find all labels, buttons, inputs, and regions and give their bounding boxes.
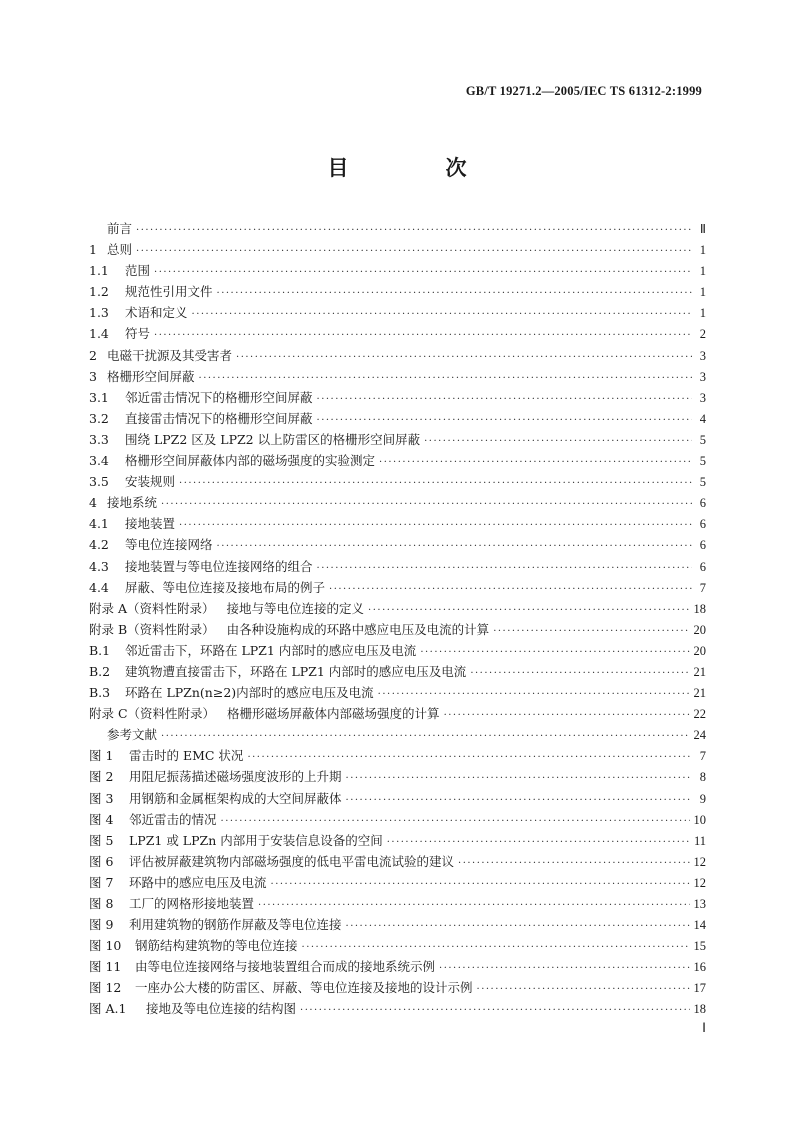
toc-entry[interactable]: [89, 662, 706, 683]
dot-leader: [368, 605, 689, 616]
toc-entry-number: B.3: [89, 685, 111, 701]
toc-entry-label: 总则: [107, 242, 133, 258]
toc-entry-label: 符号: [125, 326, 151, 342]
toc-entry-page: 3: [699, 390, 706, 405]
toc-entry-number: 图 8: [89, 896, 114, 911]
toc-entry[interactable]: [89, 936, 706, 957]
toc-entry[interactable]: [89, 409, 706, 430]
toc-entry-page: 2: [699, 327, 706, 342]
toc-entry[interactable]: [89, 388, 706, 409]
toc-entry-page: 3: [699, 348, 706, 363]
toc-entry-label: 用钢筋和金属框架构成的大空间屏蔽体: [129, 790, 342, 806]
toc-entry-number: 3.2: [89, 410, 109, 426]
toc-entry-label: 电磁干扰源及其受害者: [107, 347, 233, 363]
dot-leader: [136, 225, 692, 236]
dot-leader: [179, 478, 692, 489]
dot-leader: [300, 1005, 689, 1016]
toc-entry-page: 8: [699, 770, 706, 785]
toc-entry[interactable]: [89, 746, 706, 767]
dot-leader: [154, 330, 692, 341]
toc-entry-page: Ⅱ: [699, 222, 706, 236]
toc-entry-label: 邻近雷击情况下的格栅形空间屏蔽: [125, 389, 313, 405]
toc-entry-label: 参考文献: [107, 727, 158, 743]
dot-leader: [420, 647, 689, 658]
toc-entry-label: 接地装置: [125, 516, 176, 532]
dot-leader: [346, 795, 692, 806]
dot-leader: [458, 858, 689, 869]
toc-entry[interactable]: [89, 261, 706, 282]
toc-entry[interactable]: [89, 514, 706, 535]
toc-entry-number: 2: [89, 347, 97, 363]
dot-leader: [302, 942, 690, 953]
toc-entry-number: 图 11: [89, 959, 122, 975]
toc-entry-number: 图 4: [89, 811, 114, 827]
toc-entry-label: 直接雷击情况下的格栅形空间屏蔽: [125, 410, 313, 426]
dot-leader: [192, 309, 692, 320]
dot-leader: [493, 626, 689, 637]
toc-entry-page: 20: [693, 622, 706, 637]
toc-entry-page: 11: [693, 833, 706, 848]
toc-entry-number: 1.1: [89, 263, 109, 279]
toc-entry[interactable]: [89, 641, 706, 662]
dot-leader: [317, 415, 692, 426]
toc-entry-number: 1.3: [89, 305, 109, 321]
toc-entry-page: 14: [693, 918, 706, 933]
toc-entry-page: 1: [699, 285, 706, 300]
toc-entry-page: 10: [693, 812, 706, 827]
dot-leader: [271, 879, 690, 890]
dot-leader: [136, 246, 692, 257]
toc-entry-label: 术语和定义: [125, 305, 188, 321]
toc-entry-number: 图 3: [89, 790, 114, 806]
toc-entry-label: LPZ1 或 LPZn 内部用于安装信息设备的空间: [129, 832, 383, 848]
dot-leader: [179, 520, 692, 531]
toc-entry-label: 围绕 LPZ2 区及 LPZ2 以上防雷区的格栅形空间屏蔽: [125, 431, 421, 447]
toc-entry-number: 图 1: [89, 748, 114, 764]
toc-entry-page: 18: [693, 1002, 706, 1017]
toc-entry[interactable]: [89, 430, 706, 451]
toc-entry-label: 建筑物遭直接雷击下，环路在 LPZ1 内部时的感应电压及电流: [125, 663, 467, 679]
toc-entry-page: 3: [699, 369, 706, 384]
dot-leader: [329, 584, 692, 595]
toc-entry[interactable]: [89, 303, 706, 324]
toc-entry-label: 安装规则: [125, 474, 176, 490]
toc-entry-number: 图 12: [89, 980, 122, 996]
toc-entry-page: 5: [699, 432, 706, 447]
dot-leader: [199, 373, 692, 384]
toc-entry[interactable]: [89, 915, 706, 936]
toc-entry-label: 屏蔽、等电位连接及接地布局的例子: [125, 579, 326, 595]
toc-entry-number: 图 9: [89, 917, 114, 933]
toc-entry[interactable]: [89, 810, 706, 831]
toc-entry-page: 9: [699, 791, 706, 806]
toc-entry[interactable]: [89, 789, 706, 810]
toc-entry[interactable]: [89, 894, 706, 915]
toc-entry-page: 15: [693, 939, 706, 954]
toc-entry-label: 格栅形空间屏蔽: [107, 368, 195, 384]
page-title: 目 次: [327, 155, 505, 180]
toc-entry-label: 环路在 LPZn(n≥2)内部时的感应电压及电流: [125, 685, 374, 701]
toc-entry[interactable]: [89, 873, 706, 894]
toc-entry[interactable]: [89, 683, 706, 704]
toc-entry-page: 1: [699, 306, 706, 321]
toc-entry-label: 接地装置与等电位连接网络的组合: [125, 558, 313, 574]
toc-entry-page: 5: [699, 454, 706, 469]
toc-entry-page: 21: [693, 686, 706, 701]
toc-entry[interactable]: [89, 472, 706, 493]
toc-entry[interactable]: [89, 599, 706, 620]
toc-entry-page: 22: [693, 707, 706, 722]
dot-leader: [161, 499, 692, 510]
dot-leader: [247, 752, 692, 763]
toc-entry-label: 前言: [107, 221, 133, 236]
toc-entry-page: 17: [693, 981, 706, 996]
dot-leader: [154, 267, 692, 278]
toc-entry-label: 由等电位连接网络与接地装置组合而成的接地系统示例: [135, 959, 436, 975]
table-of-contents: [89, 219, 706, 1021]
toc-entry-label: 等电位连接网络: [125, 537, 213, 553]
dot-leader: [258, 900, 689, 911]
toc-entry-number: 3.1: [89, 389, 109, 405]
toc-entry-number: 3.3: [89, 431, 109, 447]
dot-leader: [217, 541, 692, 552]
toc-entry-label: 雷击时的 EMC 状况: [129, 748, 244, 764]
toc-entry-number: 1.2: [89, 284, 109, 300]
toc-entry-number: 附录 B（资料性附录）: [89, 621, 215, 637]
toc-entry[interactable]: [89, 346, 706, 367]
toc-entry-label: 用阻尼振荡描述磁场强度波形的上升期: [129, 769, 342, 785]
toc-entry-number: 图 10: [89, 938, 122, 954]
dot-leader: [424, 436, 692, 447]
toc-entry-number: 图 6: [89, 853, 114, 869]
toc-entry[interactable]: [89, 557, 706, 578]
toc-entry-label: 邻近雷击的情况: [129, 811, 217, 827]
toc-entry-number: 3.4: [89, 453, 109, 469]
toc-entry[interactable]: [89, 578, 706, 599]
toc-entry-label: 评估被屏蔽建筑物内部磁场强度的低电平雷电流试验的建议: [129, 853, 455, 869]
dot-leader: [346, 921, 690, 932]
page-number: Ⅰ: [702, 1020, 706, 1035]
dot-leader: [379, 457, 692, 468]
toc-entry-label: 格栅形空间屏蔽体内部的磁场强度的实验测定: [125, 453, 376, 469]
toc-entry[interactable]: [89, 240, 706, 261]
toc-entry[interactable]: [89, 219, 706, 240]
toc-entry-number: 4: [89, 495, 97, 511]
toc-entry-number: 附录 A（资料性附录）: [89, 600, 215, 616]
toc-entry-page: 7: [699, 749, 706, 764]
dot-leader: [470, 668, 689, 679]
toc-entry[interactable]: [89, 535, 706, 556]
toc-entry[interactable]: [89, 493, 706, 514]
toc-entry-number: 1: [89, 242, 97, 258]
toc-entry-label: 邻近雷击下，环路在 LPZ1 内部时的感应电压及电流: [125, 642, 417, 658]
toc-entry-page: 21: [693, 664, 706, 679]
toc-entry-page: 1: [699, 243, 706, 258]
toc-entry-number: 4.3: [89, 558, 109, 574]
toc-entry-label: 范围: [125, 263, 151, 279]
toc-entry-page: 6: [699, 496, 706, 511]
toc-entry-label: 接地系统: [107, 495, 158, 511]
dot-leader: [221, 816, 690, 827]
toc-entry-label: 接地及等电位连接的结构图: [146, 1001, 297, 1017]
dot-leader: [317, 563, 692, 574]
dot-leader: [444, 710, 690, 721]
toc-entry-number: 3: [89, 368, 97, 384]
toc-entry-page: 12: [693, 875, 706, 890]
toc-entry-page: 7: [699, 580, 706, 595]
toc-entry-page: 12: [693, 854, 706, 869]
toc-entry-label: 环路中的感应电压及电流: [129, 874, 267, 890]
toc-entry-page: 1: [699, 264, 706, 279]
toc-entry-label: 钢筋结构建筑物的等电位连接: [135, 938, 298, 954]
toc-entry-number: B.1: [89, 642, 111, 658]
toc-entry-page: 4: [699, 411, 706, 426]
toc-entry[interactable]: [89, 620, 706, 641]
toc-entry-label: 规范性引用文件: [125, 284, 213, 300]
toc-entry-number: 4.1: [89, 516, 109, 532]
toc-entry-label: 由各种设施构成的环路中感应电压及电流的计算: [226, 621, 490, 637]
toc-entry[interactable]: [89, 367, 706, 388]
toc-entry[interactable]: [89, 451, 706, 472]
toc-entry-number: 3.5: [89, 474, 109, 490]
toc-entry[interactable]: [89, 852, 706, 873]
toc-entry-number: B.2: [89, 663, 111, 679]
toc-entry-label: 一座办公大楼的防雷区、屏蔽、等电位连接及接地的设计示例: [135, 980, 473, 996]
toc-entry[interactable]: [89, 999, 706, 1020]
toc-entry-page: 6: [699, 538, 706, 553]
dot-leader: [317, 394, 692, 405]
toc-entry-page: 18: [693, 601, 706, 616]
toc-entry-number: 图 2: [89, 769, 114, 785]
toc-entry-page: 5: [699, 475, 706, 490]
toc-entry-label: 工厂的网格形接地装置: [129, 896, 255, 911]
dot-leader: [236, 352, 692, 363]
toc-entry[interactable]: [89, 831, 706, 852]
toc-entry-number: 4.4: [89, 579, 109, 595]
toc-entry[interactable]: [89, 978, 706, 999]
toc-entry-label: 格栅形磁场屏蔽体内部磁场强度的计算: [227, 706, 440, 722]
toc-entry-page: 6: [699, 517, 706, 532]
dot-leader: [378, 689, 690, 700]
dot-leader: [346, 773, 692, 784]
toc-entry-page: 16: [693, 960, 706, 975]
toc-entry-number: 1.4: [89, 326, 109, 342]
toc-entry-page: 24: [693, 728, 706, 743]
toc-entry-number: 图 5: [89, 832, 114, 848]
toc-entry[interactable]: [89, 704, 706, 725]
toc-entry[interactable]: [89, 767, 706, 788]
toc-entry-page: 13: [693, 897, 706, 911]
toc-entry-number: 4.2: [89, 537, 109, 553]
dot-leader: [477, 984, 690, 995]
toc-entry[interactable]: [89, 957, 706, 978]
toc-entry-page: 20: [693, 643, 706, 658]
toc-entry-label: 接地与等电位连接的定义: [226, 600, 365, 616]
dot-leader: [387, 837, 690, 848]
toc-entry[interactable]: [89, 282, 706, 303]
toc-entry-label: 利用建筑物的钢筋作屏蔽及等电位连接: [129, 917, 342, 933]
toc-entry[interactable]: [89, 725, 706, 746]
toc-entry-number: 图 A.1: [89, 1001, 127, 1017]
toc-entry-number: 附录 C（资料性附录）: [89, 706, 216, 722]
standard-code: GB/T 19271.2—2005/IEC TS 61312-2:1999: [465, 84, 702, 98]
toc-entry-number: 图 7: [89, 874, 114, 890]
dot-leader: [217, 288, 692, 299]
dot-leader: [161, 731, 689, 742]
dot-leader: [439, 963, 689, 974]
toc-entry-page: 6: [699, 559, 706, 574]
toc-entry[interactable]: [89, 324, 706, 345]
